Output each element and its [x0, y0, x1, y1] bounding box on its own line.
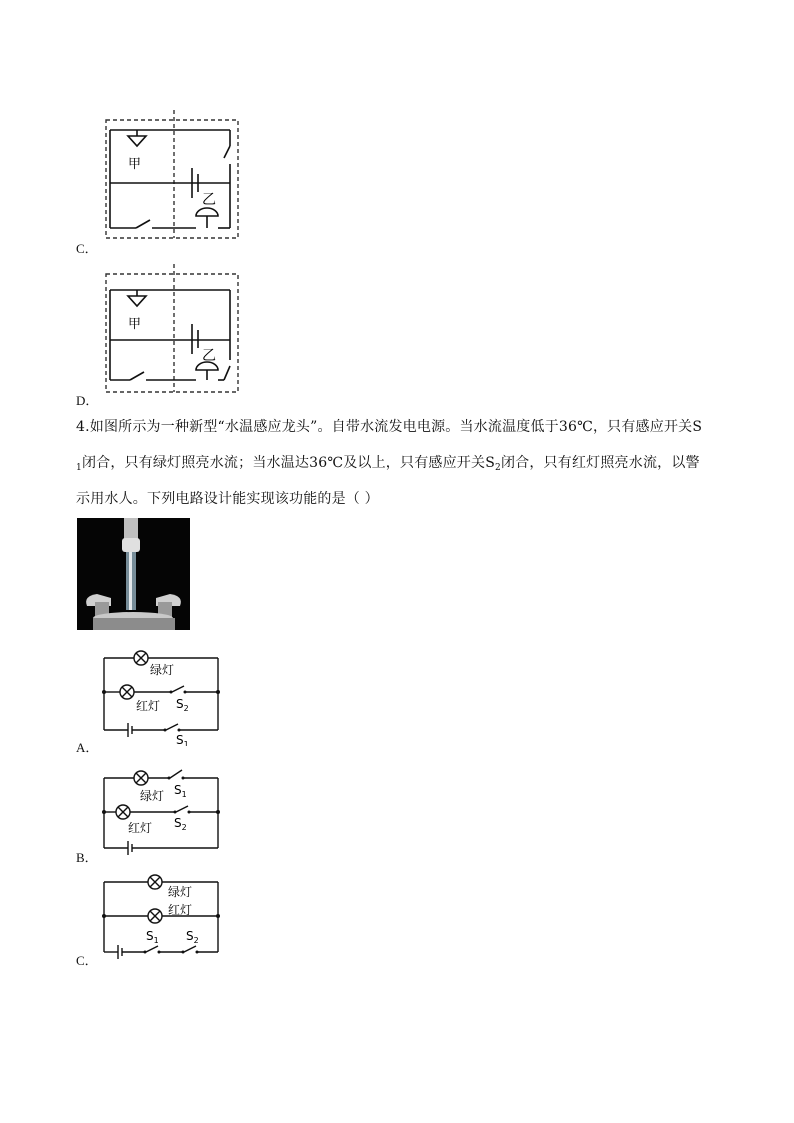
switch-s1-sub: 1: [153, 936, 159, 945]
svg-text:S1: [176, 733, 189, 746]
subscript-1: 1: [76, 463, 82, 473]
option-c-label: C．: [76, 953, 98, 968]
lamp-yi-label: 乙: [202, 348, 216, 364]
option-b-diagram: [96, 764, 226, 868]
switch-s2-sub: 2: [181, 823, 187, 832]
red-lamp-label: 红灯: [128, 821, 153, 835]
svg-text:S1: [174, 783, 187, 799]
green-lamp-label: 绿灯: [150, 663, 175, 677]
prev-option-c-label: C．: [76, 241, 98, 256]
subscript-2: 2: [495, 463, 501, 473]
red-lamp-label: 红灯: [136, 699, 161, 713]
switch-s1-sub: 1: [181, 790, 187, 799]
prev-option-d-diagram: [100, 262, 250, 401]
switch-s2-label: S: [174, 816, 182, 830]
svg-text:S2: [186, 929, 199, 945]
lamp-jia-label: 甲: [128, 317, 142, 332]
prev-option-c-diagram: [100, 108, 250, 247]
switch-s2-label: S: [176, 697, 184, 711]
option-b-label: B．: [76, 850, 98, 865]
switch-s2-sub: 2: [183, 704, 189, 713]
prev-option-d-label: D．: [76, 393, 99, 408]
question-4-line-2-a: 闭合，只有绿灯照亮水流；当水温达36℃及以上，只有感应开关S: [81, 455, 496, 471]
switch-s2-sub: 2: [193, 936, 199, 945]
svg-text:S2: [176, 697, 189, 713]
faucet-photo: [77, 518, 190, 630]
option-a-diagram: [96, 646, 226, 750]
switch-s1-label: S: [146, 929, 154, 943]
green-lamp-label: 绿灯: [168, 885, 193, 899]
option-a-label: A．: [76, 740, 99, 755]
option-c-diagram: [96, 872, 226, 972]
svg-text:S2: [174, 816, 187, 832]
question-4-line-2: [76, 452, 700, 472]
lamp-jia-label: 甲: [128, 157, 142, 172]
lamp-yi-label: 乙: [202, 192, 216, 208]
switch-s1-sub: 1: [183, 740, 189, 746]
question-4-line-1: 4.如图所示为一种新型“水温感应龙头”。自带水流发电电源。当水流温度低于36℃，只有感应开关S: [76, 419, 703, 435]
question-4-line-2-b: 闭合，只有红灯照亮水流，以警: [500, 455, 700, 471]
svg-text:S1: [146, 929, 159, 945]
green-lamp-label: 绿灯: [140, 789, 165, 803]
switch-s1-label: S: [174, 783, 182, 797]
red-lamp-label: 红灯: [168, 903, 193, 917]
question-4-line-3: 示用水人。下列电路设计能实现该功能的是（ ）: [76, 491, 379, 507]
switch-s2-label: S: [186, 929, 194, 943]
switch-s1-label: S: [176, 733, 184, 746]
